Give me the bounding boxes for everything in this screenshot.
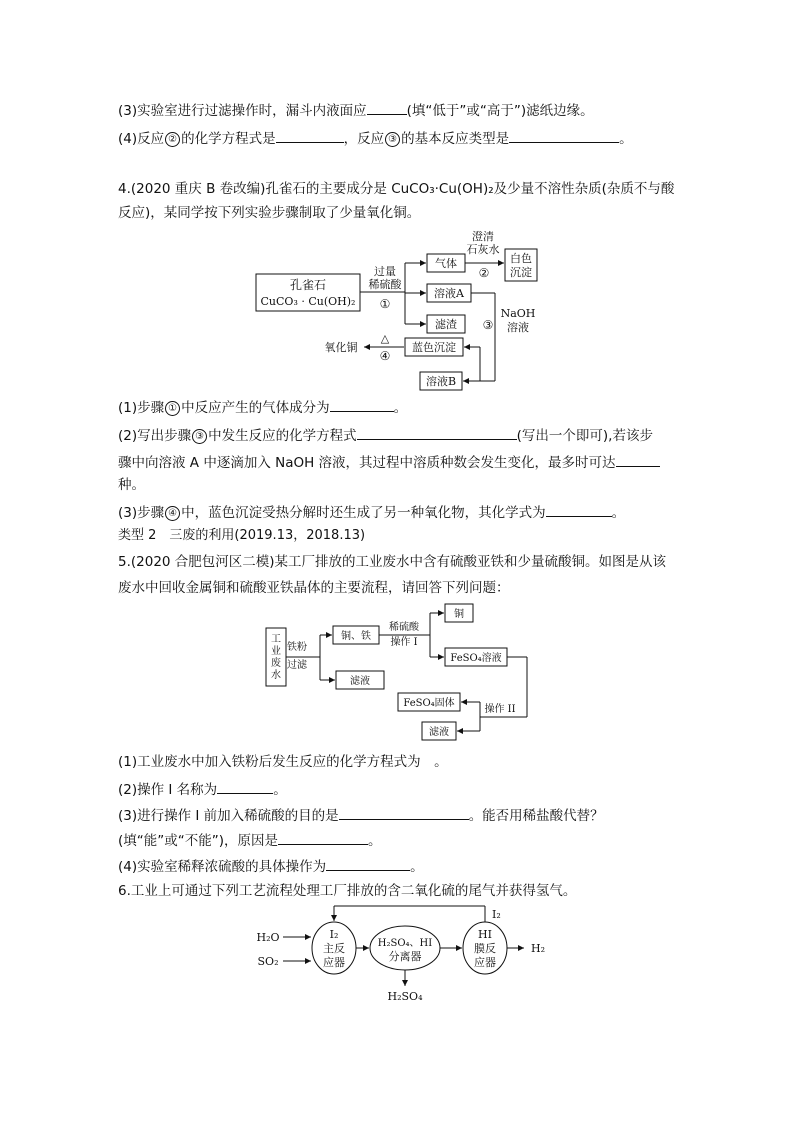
- filter-label: 过滤: [287, 660, 307, 671]
- answer-blank[interactable]: [276, 127, 344, 143]
- q5-2-b: 。: [273, 782, 287, 798]
- answer-blank[interactable]: [217, 778, 273, 794]
- q5-sub1: (1)工业废水中加入铁粉后发生反应的化学方程式为 。: [118, 754, 448, 770]
- q4-text-e: 。: [619, 131, 633, 147]
- gas-label: 气体: [435, 257, 457, 270]
- answer-blank[interactable]: [509, 127, 619, 143]
- main-reactor-label-2: 应器: [323, 956, 345, 969]
- section-heading: 类型 2 三废的利用(2019.13，2018.13): [118, 528, 366, 543]
- white-ppt-label-2: 沉淀: [510, 266, 532, 279]
- q4-1-c: 。: [393, 400, 408, 416]
- operation-2-label: 操作 II: [484, 704, 516, 715]
- q5-4-a: (4)实验室稀释浓硫酸的具体操作为: [118, 859, 327, 875]
- q5-sub3: [118, 804, 604, 826]
- filtrate-label-1: 滤液: [350, 676, 370, 687]
- circle-number: ③: [385, 132, 400, 147]
- copper-label: 铜: [454, 609, 464, 620]
- q4-2-c: (写出一个即可),若该步: [516, 428, 653, 444]
- excess-label: 过量: [374, 265, 396, 278]
- answer-blank[interactable]: [278, 829, 368, 845]
- q5-3-b: 。能否用稀盐酸代替？: [468, 808, 604, 824]
- so2-process-diagram: [0, 900, 794, 1020]
- q5-3-c: (填“能”或“不能”)，原因是: [118, 833, 279, 849]
- q4-sub3: [118, 501, 625, 523]
- q4-1-a: (1)步骤: [118, 400, 165, 416]
- step-3-label: ③: [482, 318, 494, 332]
- limewater-label: 澄清: [472, 230, 494, 243]
- solution-b-label: 溶液B: [425, 375, 457, 388]
- iodine-label: I₂: [329, 928, 339, 941]
- answer-blank[interactable]: [616, 451, 660, 467]
- q5-sub4: [118, 855, 424, 877]
- wastewater-flow-diagram: [0, 600, 794, 745]
- answer-blank[interactable]: [546, 501, 612, 517]
- q3-line: [118, 99, 594, 121]
- q4-text-c: ，反应: [343, 131, 385, 147]
- question-4-intro-cont: 反应)，某同学按下列实验步骤制取了少量氧化铜。: [118, 205, 421, 221]
- step-1-label: ①: [379, 297, 391, 311]
- malachite-flow-diagram: [0, 225, 794, 395]
- malachite-formula: CuCO₃ · Cu(OH)₂: [260, 295, 356, 308]
- circle-number: ①: [165, 401, 180, 416]
- membrane-reactor-label-2: 应器: [474, 956, 496, 969]
- q4-3-c: 。: [611, 505, 626, 521]
- question-4-intro: 4.(2020 重庆 B 卷改编)孔雀石的主要成分是 CuCO₃·Cu(OH)₂及少量不溶性杂质(杂质不与酸: [118, 181, 675, 197]
- question-6-intro: 6.工业上可通过下列工艺流程处理工厂排放的含二氧化硫的尾气并获得氢气。: [118, 883, 577, 899]
- dilute-acid-label: 稀硫酸: [368, 278, 402, 291]
- iodine-return-label: I₂: [492, 908, 501, 921]
- question-5-intro-cont: 废水中回收金属铜和硫酸亚铁晶体的主要流程，请回答下列问题：: [118, 580, 510, 596]
- question-5-intro: 5.(2020 合肥包河区二模)某工厂排放的工业废水中含有硫酸亚铁和少量硫酸铜。如图是从该: [118, 554, 667, 570]
- wastewater-char: 业: [271, 646, 281, 657]
- q4-sub2: [118, 424, 653, 446]
- q4-line: [118, 127, 633, 149]
- q4-2-e: 种。: [118, 477, 145, 493]
- hydrogen-label: H₂: [530, 942, 546, 955]
- circle-number: ③: [192, 429, 207, 444]
- residue-label: 滤渣: [435, 318, 457, 331]
- separator-species-label: H₂SO₄、HI: [377, 938, 433, 949]
- operation-1-label: 操作 I: [390, 637, 418, 648]
- q4-3-a: (3)步骤: [118, 505, 165, 521]
- feso4-solution-label: FeSO₄溶液: [450, 653, 502, 664]
- q5-sub3-cont: [118, 829, 382, 851]
- dilute-acid-label: 稀硫酸: [389, 622, 419, 633]
- answer-blank[interactable]: [339, 804, 469, 820]
- cu-fe-label: 铜、铁: [341, 631, 371, 642]
- blue-ppt-label: 蓝色沉淀: [412, 341, 456, 354]
- q5-2-a: (2)操作 I 名称为: [118, 782, 218, 798]
- q4-sub2-cont: [118, 451, 660, 473]
- q5-sub2: [118, 778, 287, 800]
- heat-symbol: △: [380, 332, 390, 345]
- step-2-label: ②: [478, 266, 490, 280]
- iron-powder-label: 铁粉: [287, 642, 307, 653]
- step-4-label: ④: [379, 349, 391, 363]
- membrane-reactor-label: 膜反: [474, 942, 496, 955]
- q4-text-d: 的基本反应类型是: [401, 131, 510, 147]
- sulfuric-acid-label: H₂SO₄: [387, 990, 423, 1003]
- q5-4-b: 。: [410, 859, 424, 875]
- solution-a-label: 溶液A: [434, 287, 464, 300]
- malachite-label: 孔雀石: [289, 278, 327, 292]
- wastewater-char: 废: [271, 658, 281, 669]
- filtrate-label-2: 滤液: [429, 727, 449, 738]
- q4-text-a: (4)反应: [118, 131, 165, 147]
- white-ppt-label: 白色: [510, 252, 532, 265]
- q5-3-d: 。: [368, 833, 382, 849]
- q5-3-a: (3)进行操作 I 前加入稀硫酸的目的是: [118, 808, 339, 824]
- separator-label: 分离器: [388, 950, 422, 963]
- limewater-label-2: 石灰水: [466, 243, 500, 256]
- q3-text-a: (3)实验室进行过滤操作时，漏斗内液面应: [118, 103, 367, 119]
- wastewater-char: 工: [271, 634, 281, 645]
- answer-blank[interactable]: [330, 396, 394, 412]
- answer-blank[interactable]: [367, 99, 407, 115]
- q4-text-b: 的化学方程式是: [181, 131, 276, 147]
- wastewater-char: 水: [271, 670, 281, 681]
- q3-text-b: (填“低于”或“高于”)滤纸边缘。: [406, 103, 594, 119]
- hi-label: HI: [478, 928, 492, 941]
- so2-label: SO₂: [257, 955, 279, 968]
- q4-2-a: (2)写出步骤: [118, 428, 192, 444]
- q4-2-d: 骤中向溶液 A 中逐滴加入 NaOH 溶液，其过程中溶质种数会发生变化，最多时可达: [118, 455, 616, 471]
- water-label: H₂O: [256, 931, 280, 944]
- copper-oxide-label: 氧化铜: [324, 341, 358, 354]
- q4-sub1: [118, 396, 407, 418]
- q4-3-b: 中，蓝色沉淀受热分解时还生成了另一种氧化物，其化学式为: [181, 505, 546, 521]
- q4-1-b: 中反应产生的气体成分为: [181, 400, 330, 416]
- answer-blank[interactable]: [357, 424, 517, 440]
- circle-number: ④: [165, 506, 180, 521]
- answer-blank[interactable]: [326, 855, 410, 871]
- naoh-solution-label: 溶液: [507, 321, 529, 334]
- naoh-label: NaOH: [500, 307, 536, 320]
- circle-number: ②: [165, 132, 180, 147]
- q4-2-b: 中发生反应的化学方程式: [208, 428, 357, 444]
- feso4-solid-label: FeSO₄固体: [403, 698, 455, 709]
- main-reactor-label: 主反: [323, 942, 345, 955]
